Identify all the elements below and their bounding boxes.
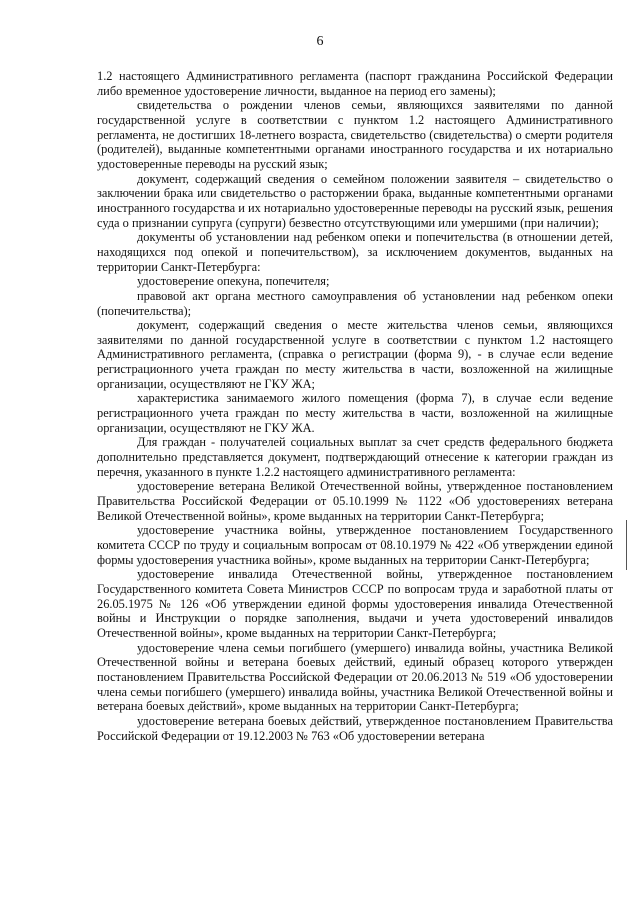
paragraph-guardian-certificate: удостоверение опекуна, попечителя;	[137, 274, 330, 289]
paragraph-marital-status: документ, содержащий сведения о семейном положении заявителя – свидетельство о заключении брака или свидетельство о расторжении брака, выданные компетентными органами иностранного государства и их нотариально удостоверенные переводы на русский язык, решения суда о признании супруга (супруги) безвестно отсутствующими или умершими (при наличии);	[97, 171, 613, 230]
paragraph-federal-recipients: Для граждан - получателей социальных выплат за счет средств федерального бюджета дополнительно представляется документ, подтверждающий отнесение к категории граждан из перечня, указанного в пункте 1.2.2 настоящего административного регламента:	[97, 435, 613, 479]
paragraph-guardianship-documents: документы об установлении над ребенком опеки и попечительства (в отношении детей, находящихся под опекой и попечительством), за исключением документов, выданных на территории Санкт-Петербурга:	[97, 230, 613, 274]
margin-line	[626, 520, 627, 570]
paragraph-veteran-certificate: удостоверение ветерана Великой Отечественной войны, утвержденное постановлением Правительства Российской Федерации от 05.10.1999 № 1122 «Об удостоверениях ветерана Великой Отечественной войны», кроме выданных на территории Санкт-Петербурга;	[97, 479, 613, 523]
paragraph-residence-info: документ, содержащий сведения о месте жительства членов семьи, являющихся заявителями по данной государственной услуге в соответствии с пунктом 1.2 настоящего Административного регламента, (справка о регистрации (форма 9), - в случае если ведение регистрационного учета граждан по месту жительства в части, возложенной на жилищные организации, осуществляют не ГКУ ЖА;	[97, 318, 613, 391]
paragraph-legal-act: правовой акт органа местного самоуправления об установлении над ребенком опеки (попечительства);	[97, 288, 613, 318]
page-number: 6	[316, 34, 324, 49]
document-body	[97, 69, 613, 743]
paragraph-family-member: удостоверение члена семьи погибшего (умершего) инвалида войны, участника Великой Отечественной войны и ветерана боевых действий, единый образец которого утвержден постановлением Правительства Российской Федерации от 20.06.2013 № 519 «Об удостоверении члена семьи погибшего (умершего) инвалида войны, участника Великой Отечественной войны и ветерана боевых действий», кроме выданных на территории Санкт-Петербурга;	[97, 640, 613, 714]
paragraph-war-invalid: удостоверение инвалида Отечественной войны, утвержденное постановлением Государственного комитета Совета Министров СССР по вопросам труда и заработной платы от 26.05.1975 № 126 «Об утверждении единой формы удостоверения инвалида Отечественной войны и Инструкции о порядке заполнения, выдачи и учета удостоверений инвалидов Отечественной войны», кроме выданных на территории Санкт-Петербурга;	[97, 567, 613, 640]
paragraph-housing-characteristic: характеристика занимаемого жилого помещения (форма 7), в случае если ведение регистрационного учета граждан по месту жительства в части, возложенной на жилищные организации, осуществляют не ГКУ ЖА.	[97, 391, 613, 435]
paragraph-war-participant: удостоверение участника войны, утвержденное постановлением Государственного комитета СССР по труду и социальным вопросам от 08.10.1979 № 422 «Об утверждении единой формы удостоверения участника войны», кроме выданных на территории Санкт-Петербурга;	[97, 523, 613, 567]
paragraph-passport: 1.2 настоящего Административного регламента (паспорт гражданина Российской Федерации либо временное удостоверение личности, выданное на период его замены);	[97, 69, 613, 98]
paragraph-birth-certificates: свидетельства о рождении членов семьи, являющихся заявителями по данной государственной услуге в соответствии с пунктом 1.2 настоящего Административного регламента, не достигших 18-летнего возраста, свидетельство (свидетельства) о смерти родителя (родителей), выданные компетентными органами иностранного государства и их нотариально удостоверенные переводы на русский язык;	[97, 98, 613, 171]
paragraph-combat-veteran: удостоверение ветерана боевых действий, утвержденное постановлением Правительства Российской Федерации от 19.12.2003 № 763 «Об удостоверении ветерана	[97, 713, 613, 743]
